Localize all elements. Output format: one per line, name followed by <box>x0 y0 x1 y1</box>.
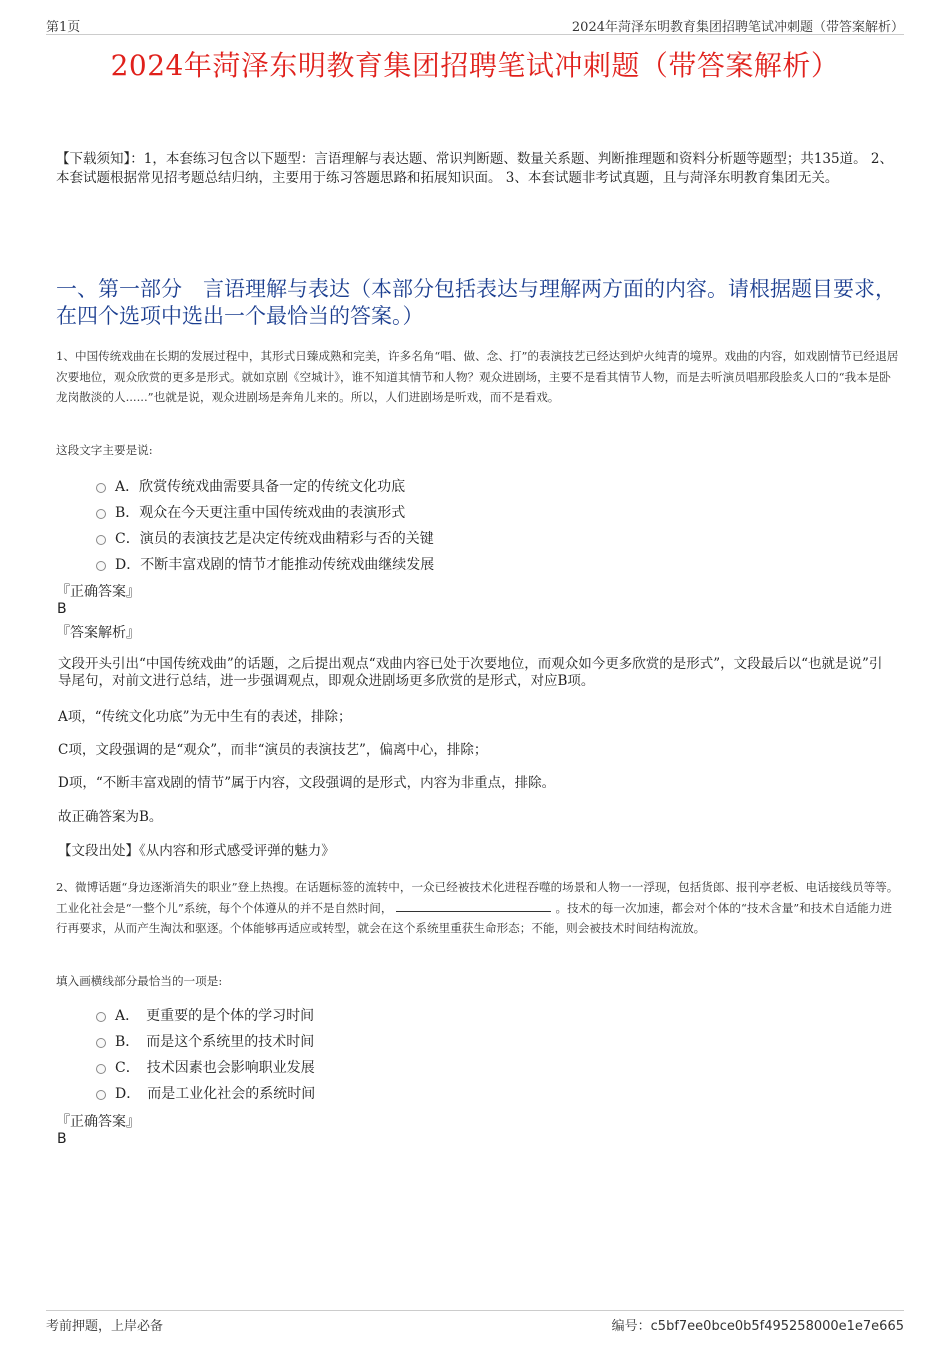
radio-icon[interactable] <box>96 1038 106 1048</box>
question-1-option-a[interactable]: A．欣赏传统戏曲需要具备一定的传统文化功底 <box>96 473 434 499</box>
analysis-option-c: C项，文段强调的是“观众”，而非“演员的表演技艺”，偏离中心，排除； <box>58 742 488 758</box>
fill-blank-line <box>396 901 551 912</box>
question-1-prompt: 这段文字主要是说: <box>56 443 153 457</box>
radio-icon[interactable] <box>96 509 106 519</box>
radio-icon[interactable] <box>96 535 106 545</box>
correct-answer-label: 『正确答案』 <box>56 584 140 600</box>
page-footer <box>46 1310 904 1335</box>
question-2-option-a[interactable]: A． 更重要的是个体的学习时间 <box>96 1002 315 1028</box>
footer-slogan: 考前押题，上岸必备 <box>46 1319 164 1334</box>
question-2-prompt: 填入画横线部分最恰当的一项是: <box>56 974 223 988</box>
question-2-option-b[interactable]: B． 而是这个系统里的技术时间 <box>96 1028 315 1054</box>
radio-icon[interactable] <box>96 483 106 493</box>
question-2-option-c[interactable]: C． 技术因素也会影响职业发展 <box>96 1054 315 1080</box>
question-1-option-d[interactable]: D．不断丰富戏剧的情节才能推动传统戏曲继续发展 <box>96 551 434 577</box>
radio-icon[interactable] <box>96 561 106 571</box>
correct-answer-value: B <box>57 1131 67 1147</box>
footer-doc-id: 编号：c5bf7ee0bce0b5f495258000e1e7e665 <box>611 1319 904 1334</box>
analysis-option-a: A项，“传统文化功底”为无中生有的表述，排除； <box>58 709 352 725</box>
question-1-text: 1、中国传统戏曲在长期的发展过程中，其形式日臻成熟和完美，许多名角“唱、做、念、打”的表演技艺已经达到炉火纯青的境界。戏曲的内容，如戏剧情节已经退居次要地位，观众欣赏的更多是形式。就如京剧《空城计》，谁不知道其情节和人物？观众进剧场，主要不是看其情节人物，而是去听演员唱那段脍炙人口的“我本是卧龙岗散淡的人......”也就是说，观众进剧场是奔角儿来的。所以，人们进剧场是听戏，而不是看戏。 <box>56 349 899 404</box>
question-2-text: 2、微博话题“身边逐渐消失的职业”登上热搜。在话题标签的流转中，一众已经被技术化进程吞噬的场景和人物一一浮现，包括货郎、报刊亭老板、电话接线员等等。工业化社会是“一整个儿”系统，每个个体遵从的并不是自然时间， 。技术的每一次加速，都会对个体的“技术含量”和技术自适能力进行再要求，从而产生淘汰和驱逐。个体能够再适应或转型，就会在这个系统里重获生命形态；不能，则会被技术时间结构流放。 <box>56 880 899 935</box>
correct-answer-value: B <box>57 601 67 617</box>
page-header <box>46 14 904 35</box>
analysis-label: 『答案解析』 <box>56 625 140 641</box>
question-2-option-d[interactable]: D． 而是工业化社会的系统时间 <box>96 1080 315 1106</box>
radio-icon[interactable] <box>96 1064 106 1074</box>
question-1-option-b[interactable]: B．观众在今天更注重中国传统戏曲的表演形式 <box>96 499 434 525</box>
page-number: 第1页 <box>46 20 81 35</box>
text-source: 【文段出处】《从内容和形式感受评弹的魅力》 <box>58 843 335 859</box>
analysis-option-d: D项，“不断丰富戏剧的情节”属于内容，文段强调的是形式，内容为非重点，排除。 <box>58 775 556 791</box>
question-2-options <box>96 1002 315 1106</box>
analysis-conclusion: 故正确答案为B。 <box>58 809 163 825</box>
question-1-options <box>96 473 434 577</box>
correct-answer-label: 『正确答案』 <box>56 1114 140 1130</box>
radio-icon[interactable] <box>96 1012 106 1022</box>
document-title: 2024年菏泽东明教育集团招聘笔试冲刺题（带答案解析） <box>110 49 840 82</box>
section-heading: 一、第一部分 言语理解与表达（本部分包括表达与理解两方面的内容。请根据题目要求，在四个选项中选出一个最恰当的答案。） <box>56 277 896 328</box>
download-notice: 【下载须知】：1，本套练习包含以下题型：言语理解与表达题、常识判断题、数量关系题、判断推理题和资料分析题等题型；共135道。 2、本套试题根据常见招考题总结归纳，主要用于练习答题思路和拓展知识面。 3、本套试题非考试真题，且与菏泽东明教育集团无关。 <box>56 151 893 186</box>
question-1-option-c[interactable]: C．演员的表演技艺是决定传统戏曲精彩与否的关键 <box>96 525 434 551</box>
header-doc-title: 2024年菏泽东明教育集团招聘笔试冲刺题（带答案解析） <box>571 20 904 35</box>
analysis-paragraph: 文段开头引出“中国传统戏曲”的话题，之后提出观点“戏曲内容已处于次要地位，而观众如今更多欣赏的是形式”，文段最后以“也就是说”引导尾句，对前文进行总结，进一步强调观点，即观众进剧场更多欣赏的是形式，对应B项。 <box>58 656 883 689</box>
radio-icon[interactable] <box>96 1090 106 1100</box>
